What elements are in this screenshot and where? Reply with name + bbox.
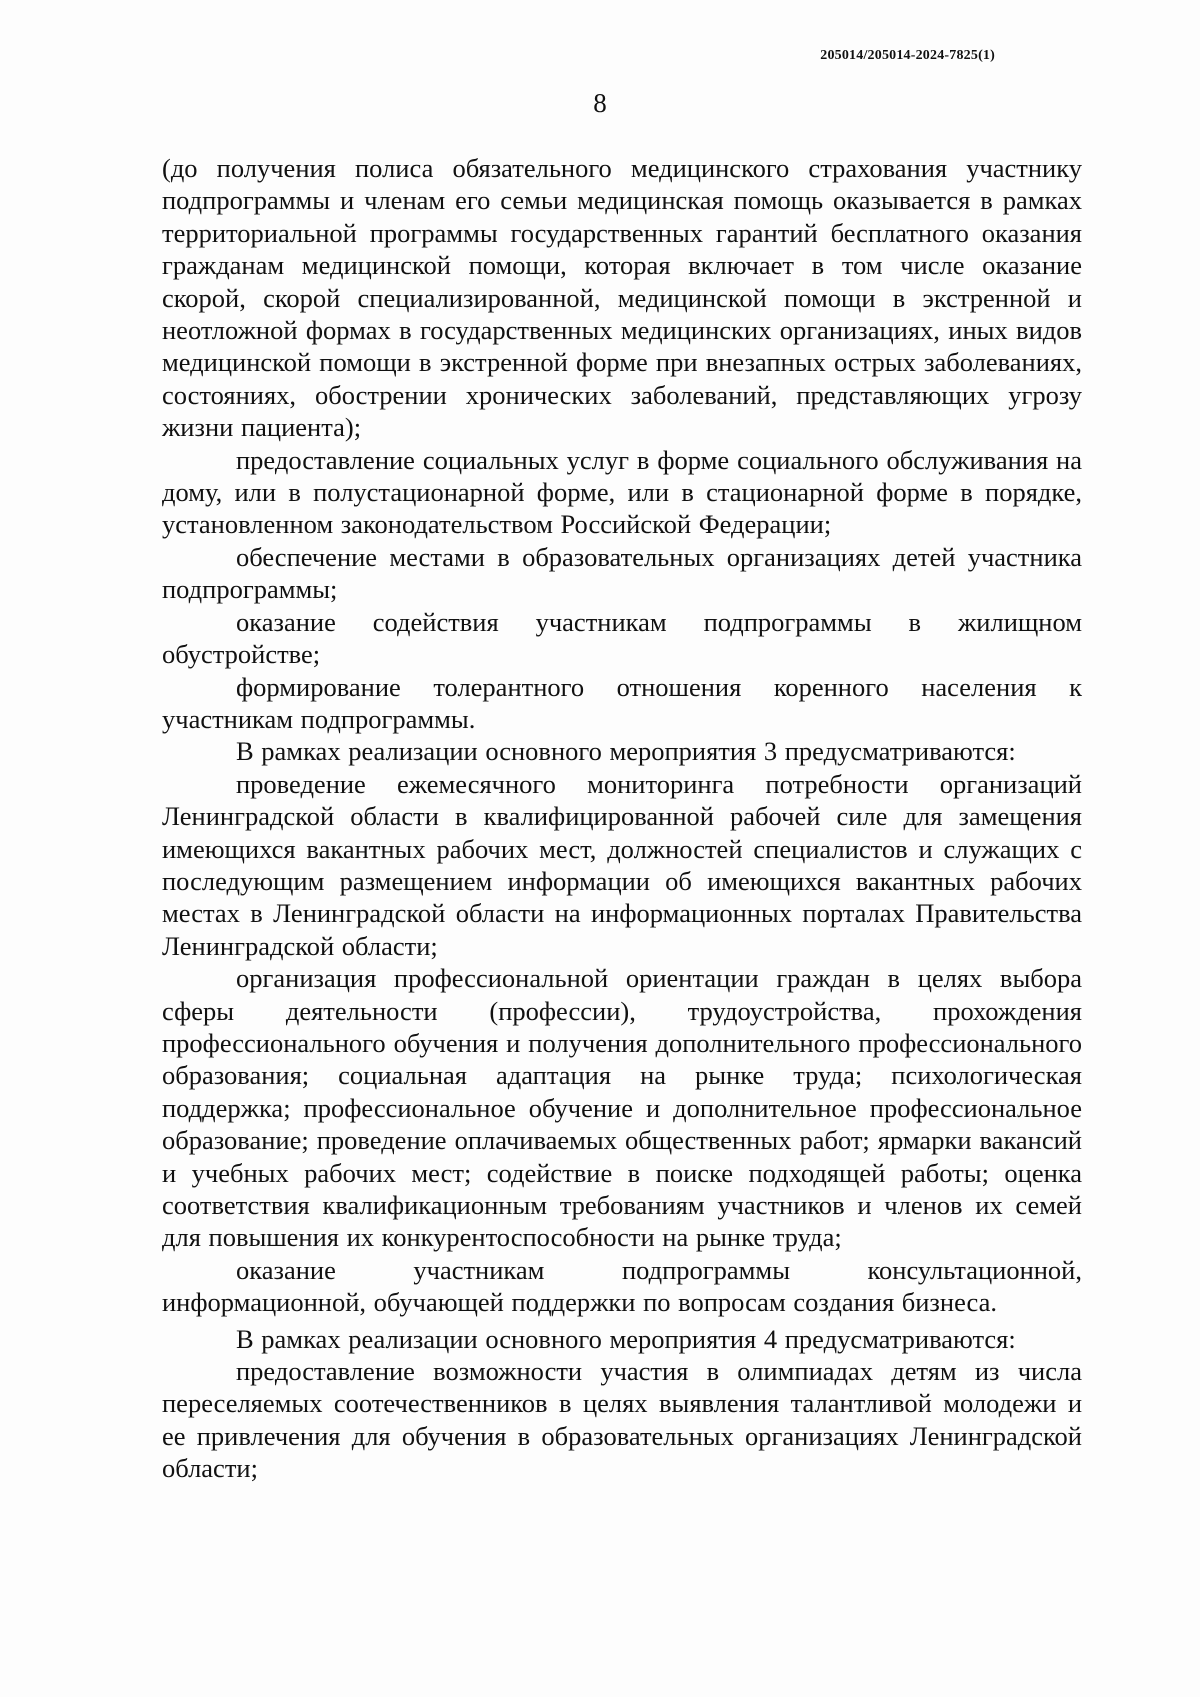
document-body <box>162 152 1082 1485</box>
paragraph-social-services: предоставление социальных услуг в форме социального обслуживания на дому, или в полустационарной форме, или в стационарной форме в порядке, установленном законодательством Российской Федерации; <box>162 444 1082 540</box>
paragraph-measure-3-heading: В рамках реализации основного мероприятия 3 предусматриваются: <box>236 736 1016 767</box>
paragraph-measure-4-heading: В рамках реализации основного мероприятия 4 предусматриваются: <box>236 1323 1016 1354</box>
document-registration-number: 205014/205014-2024-7825(1) <box>820 48 995 63</box>
paragraph-career-guidance: организация профессиональной ориентации граждан в целях выбора сферы деятельности (профессии), трудоустройства, прохождения профессионального обучения и получения дополнительного профессионального образования; социальная адаптация на рынке труда; психологическая поддержка; профессиональное обучение и дополнительное профессиональное образование; проведение оплачиваемых общественных работ; ярмарки вакансий и учебных рабочих мест; содействие в поиске подходящей работы; оценка соответствия квалификационным требованиям участников и членов их семей для повышения их конкурентоспособности на рынке труда; <box>162 963 1082 1253</box>
paragraph-medical-care: (до получения полиса обязательного медицинского страхования участнику подпрограммы и членам его семьи медицинская помощь оказывается в рамках территориальной программы государственных гарантий бесплатного оказания гражданам медицинской помощи, которая включает в том числе оказание скорой, скорой специализированной, медицинской помощи в экстренной и неотложной формах в государственных медицинских организациях, иных видов медицинской помощи в экстренной форме при внезапных острых заболеваниях, состояниях, обострении хронических заболеваний, представляющих угрозу жизни пациента); <box>162 153 1082 443</box>
paragraph-education-places: обеспечение местами в образовательных организациях детей участника подпрограммы; <box>162 541 1082 605</box>
paragraph-monitoring: проведение ежемесячного мониторинга потребности организаций Ленинградской области в квалифицированной рабочей силе для замещения имеющихся вакантных рабочих мест, должностей специалистов и служащих с последующим размещением информации об имеющихся вакантных рабочих местах в Ленинградской области на информационных порталах Правительства Ленинградской области; <box>162 768 1082 961</box>
paragraph-olympiads: предоставление возможности участия в олимпиадах детям из числа переселяемых соотечественников в целях выявления талантливой молодежи и ее привлечения для обучения в образовательных организациях Ленинградской области; <box>162 1356 1082 1484</box>
paragraph-business-support: оказание участникам подпрограммы консультационной, информационной, обучающей поддержки по вопросам создания бизнеса. <box>162 1254 1082 1318</box>
paragraph-housing-assistance: оказание содействия участникам подпрограммы в жилищном обустройстве; <box>162 606 1082 670</box>
page-number: 8 <box>593 88 607 118</box>
paragraph-tolerance: формирование толерантного отношения коренного населения к участникам подпрограммы. <box>162 671 1082 734</box>
